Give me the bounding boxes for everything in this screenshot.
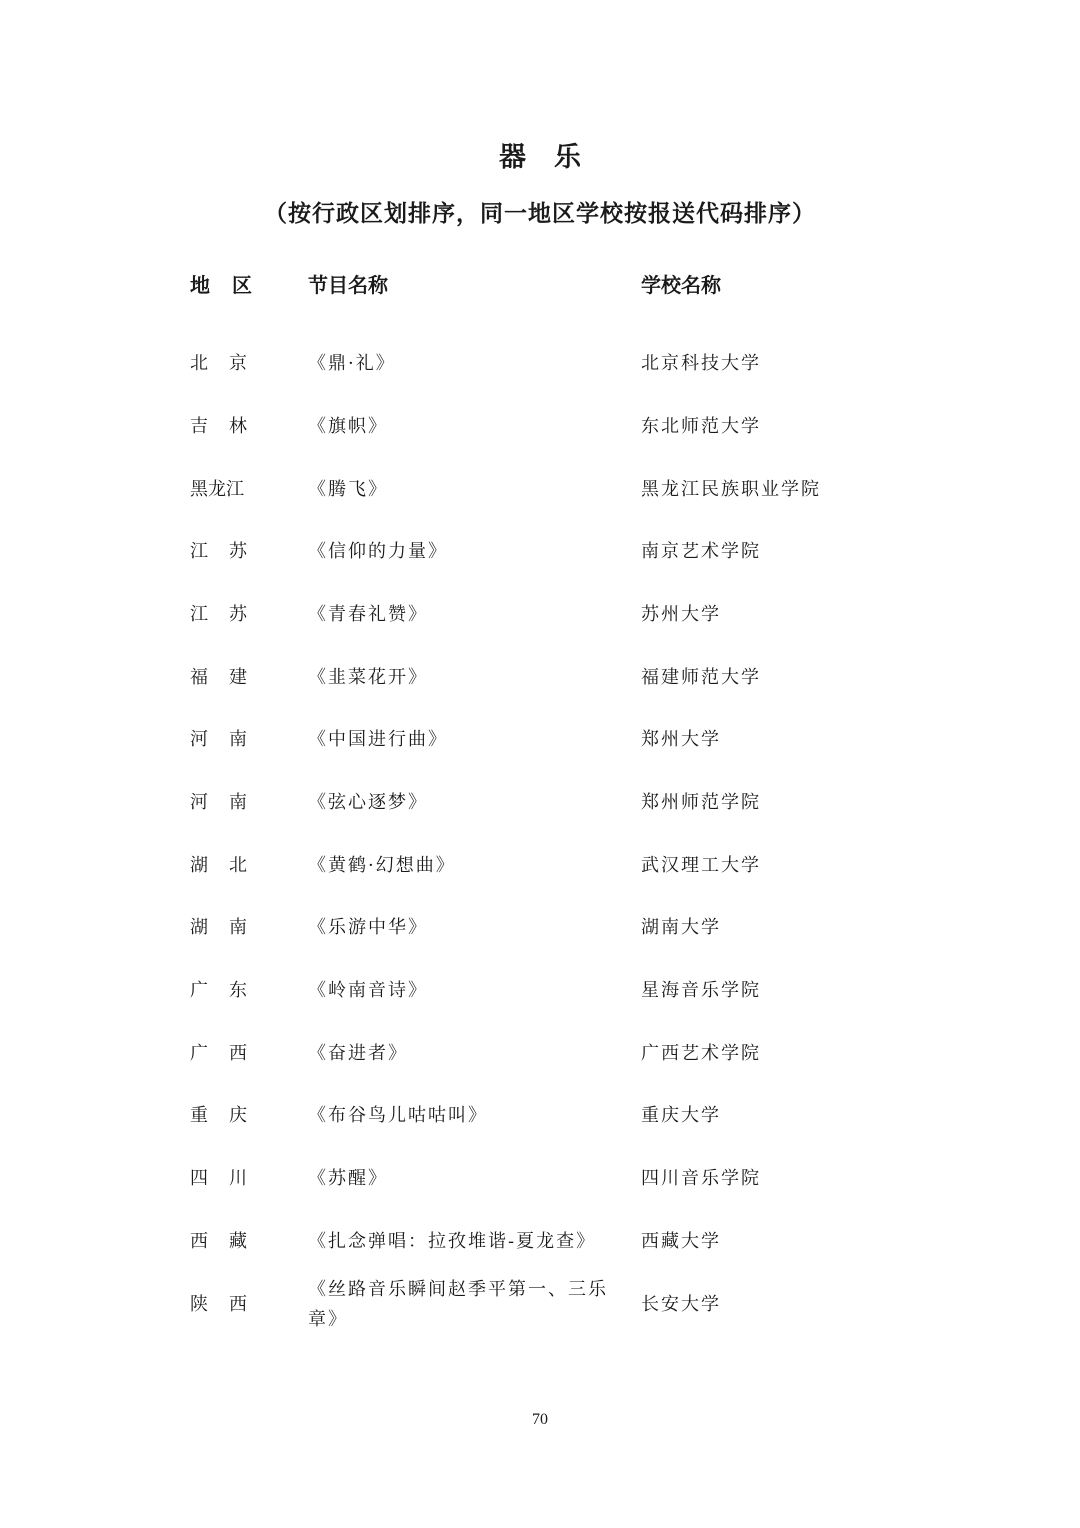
cell-program: 《布谷鸟儿咕咕叫》 <box>308 1105 488 1126</box>
cell-school: 四川音乐学院 <box>641 1168 761 1189</box>
column-header-school: 学校名称 <box>641 273 721 297</box>
cell-school: 重庆大学 <box>641 1105 721 1126</box>
cell-school: 广西艺术学院 <box>641 1043 761 1064</box>
table-row <box>0 1159 1080 1199</box>
table-row <box>0 971 1080 1011</box>
table-row <box>0 1034 1080 1074</box>
cell-program: 《苏醒》 <box>308 1168 388 1189</box>
cell-school: 郑州大学 <box>641 729 721 750</box>
cell-program: 《中国进行曲》 <box>308 729 448 750</box>
table-row <box>0 407 1080 447</box>
cell-region: 河南 <box>190 729 268 750</box>
cell-region: 陕西 <box>190 1294 268 1315</box>
cell-region: 四川 <box>190 1168 268 1189</box>
cell-region: 广东 <box>190 980 268 1001</box>
cell-school: 福建师范大学 <box>641 667 761 688</box>
cell-region: 黑龙江 <box>190 479 244 500</box>
cell-region: 北京 <box>190 353 268 374</box>
table-row <box>0 470 1080 510</box>
page-number: 70 <box>532 1411 548 1428</box>
cell-program: 《旗帜》 <box>308 416 388 437</box>
page-subtitle: （按行政区划排序，同一地区学校按报送代码排序） <box>264 201 816 227</box>
cell-region: 重庆 <box>190 1105 268 1126</box>
column-header-region: 地区 <box>190 273 274 297</box>
cell-region: 湖北 <box>190 855 268 876</box>
cell-program: 《青春礼赞》 <box>308 604 428 625</box>
cell-region: 江苏 <box>190 604 268 625</box>
table-row <box>0 1273 1080 1337</box>
column-header-program: 节目名称 <box>308 273 388 297</box>
page-title: 器乐 <box>499 142 609 173</box>
cell-program: 《信仰的力量》 <box>308 541 448 562</box>
cell-program: 《岭南音诗》 <box>308 980 428 1001</box>
cell-region: 福建 <box>190 667 268 688</box>
table-row <box>0 532 1080 572</box>
table-row <box>0 908 1080 948</box>
cell-program: 《奋进者》 <box>308 1043 408 1064</box>
cell-school: 南京艺术学院 <box>641 541 761 562</box>
cell-school: 星海音乐学院 <box>641 980 761 1001</box>
table-row <box>0 783 1080 823</box>
cell-school: 东北师范大学 <box>641 416 761 437</box>
cell-school: 长安大学 <box>641 1294 721 1315</box>
cell-region: 吉林 <box>190 416 268 437</box>
cell-school: 武汉理工大学 <box>641 855 761 876</box>
cell-school: 西藏大学 <box>641 1231 721 1252</box>
cell-region: 河南 <box>190 792 268 813</box>
cell-program: 《丝路音乐瞬间赵季平第一、三乐章》 <box>308 1279 608 1330</box>
table-row <box>0 720 1080 760</box>
table-header <box>0 268 1080 302</box>
cell-region: 江苏 <box>190 541 268 562</box>
cell-school: 湖南大学 <box>641 917 721 938</box>
table-row <box>0 344 1080 384</box>
table-row <box>0 1096 1080 1136</box>
cell-school: 北京科技大学 <box>641 353 761 374</box>
cell-program: 《乐游中华》 <box>308 917 428 938</box>
cell-program: 《弦心逐梦》 <box>308 792 428 813</box>
cell-region: 湖南 <box>190 917 268 938</box>
table-row <box>0 1222 1080 1262</box>
table-row <box>0 595 1080 635</box>
cell-program: 《扎念弹唱：拉孜堆谐-夏龙查》 <box>308 1231 597 1252</box>
cell-program: 《韭菜花开》 <box>308 667 428 688</box>
cell-program: 《黄鹤·幻想曲》 <box>308 855 456 876</box>
cell-program: 《鼎·礼》 <box>308 353 396 374</box>
cell-region: 广西 <box>190 1043 268 1064</box>
table-row <box>0 658 1080 698</box>
table-row <box>0 846 1080 886</box>
cell-school: 苏州大学 <box>641 604 721 625</box>
cell-school: 郑州师范学院 <box>641 792 761 813</box>
cell-region: 西藏 <box>190 1231 268 1252</box>
cell-school: 黑龙江民族职业学院 <box>641 479 821 500</box>
cell-program: 《腾飞》 <box>308 479 388 500</box>
